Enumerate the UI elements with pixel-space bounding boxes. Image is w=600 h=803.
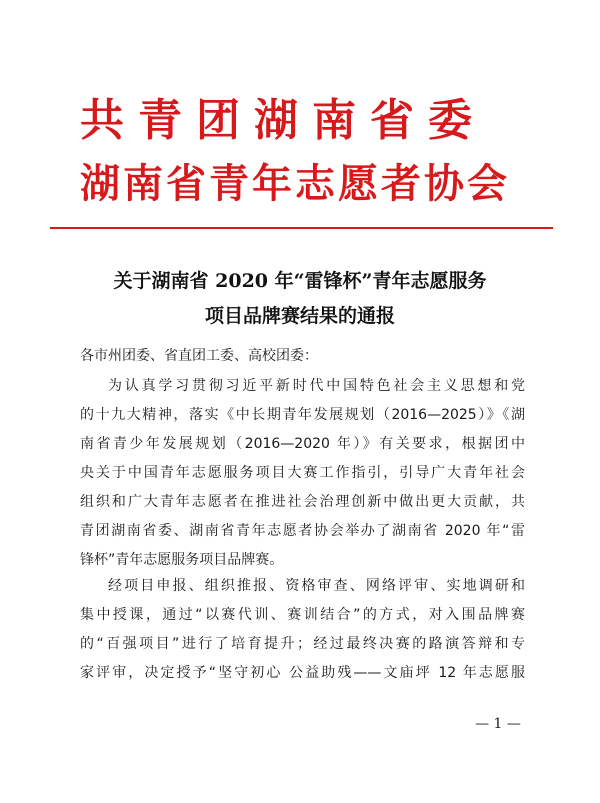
paragraph-1	[80, 372, 525, 575]
paragraph-line: 的“百强项目”进行了培育提升；经过最终决赛的路演答辩和专	[80, 636, 525, 652]
paragraph-line: 家评审，决定授予“坚守初心 公益助残——文庙坪 12 年志愿服	[80, 665, 525, 681]
paragraph-line: 为认真学习贯彻习近平新时代中国特色社会主义思想和党	[108, 378, 525, 394]
document-title-line-1: 关于湖南省 2020 年“雷锋杯”青年志愿服务	[113, 270, 487, 292]
document-title-line-2: 项目品牌赛结果的通报	[204, 305, 395, 327]
paragraph-line: 锋杯”青年志愿服务项目品牌赛。	[80, 552, 284, 568]
paragraph-2	[80, 572, 525, 688]
paragraph-line: 的十九大精神，落实《中长期青年发展规划（2016—2025）》《湖	[80, 407, 525, 423]
paragraph-line: 南省青少年发展规划（2016—2020 年）》有关要求，根据团中	[80, 436, 525, 452]
issuer-name-line-2: 湖南省青年志愿者协会	[80, 160, 510, 207]
paragraph-line: 青团湖南省委、湖南省青年志愿者协会举办了湖南省 2020 年“雷	[80, 523, 525, 539]
paragraph-line: 组织和广大青年志愿者在推进社会治理创新中做出更大贡献，共	[80, 494, 525, 510]
red-header-rule	[50, 227, 553, 229]
paragraph-line: 央关于中国青年志愿服务项目大赛工作指引，引导广大青年社会	[80, 465, 525, 481]
paragraph-line: 集中授课，通过“以赛代训、赛训结合”的方式，对入围品牌赛	[80, 607, 525, 623]
page-number: — 1 —	[475, 716, 521, 732]
salutation: 各市州团委、省直团工委、高校团委：	[80, 348, 318, 364]
issuer-name-line-1: 共青团湖南省委	[80, 95, 486, 146]
paragraph-line: 经项目申报、组织推报、资格审查、网络评审、实地调研和	[108, 578, 525, 594]
